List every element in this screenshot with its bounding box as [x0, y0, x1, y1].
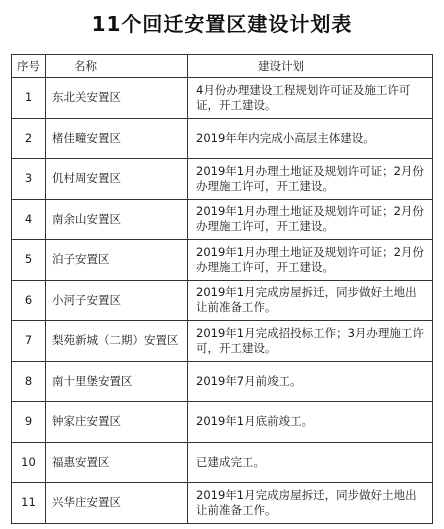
row-name: 南余山安置区: [46, 199, 188, 240]
header-seq: 序号: [12, 55, 46, 78]
row-plan: 4月份办理建设工程规划许可证及施工许可证，开工建设。: [188, 78, 433, 119]
row-seq: 6: [12, 280, 46, 321]
construction-plan-table: [11, 54, 433, 524]
header-plan: 建设计划: [188, 55, 433, 78]
header-name: 名称: [46, 55, 188, 78]
table-row: [12, 402, 433, 443]
row-plan: 2019年1月办理土地证及规划许可证；2月份办理施工许可，开工建设。: [188, 159, 433, 200]
row-plan: 2019年1月完成招投标工作；3月办理施工许可，开工建设。: [188, 321, 433, 362]
row-seq: 9: [12, 402, 46, 443]
row-name: 福惠安置区: [46, 442, 188, 483]
table-row: [12, 361, 433, 402]
row-seq: 2: [12, 118, 46, 159]
row-plan: 2019年7月前竣工。: [188, 361, 433, 402]
table-row: [12, 159, 433, 200]
row-name: 东北关安置区: [46, 78, 188, 119]
table-row: [12, 280, 433, 321]
row-name: 仉村周安置区: [46, 159, 188, 200]
row-plan: 2019年1月完成房屋拆迁，同步做好土地出让前准备工作。: [188, 280, 433, 321]
row-name: 南十里堡安置区: [46, 361, 188, 402]
row-seq: 7: [12, 321, 46, 362]
row-plan: 2019年年内完成小高层主体建设。: [188, 118, 433, 159]
row-seq: 5: [12, 240, 46, 281]
table-row: [12, 118, 433, 159]
table-row: [12, 240, 433, 281]
row-name: 兴华庄安置区: [46, 483, 188, 524]
table-row: [12, 442, 433, 483]
document-title: 11个回迁安置区建设计划表: [91, 12, 353, 36]
row-seq: 3: [12, 159, 46, 200]
row-seq: 4: [12, 199, 46, 240]
row-name: 梨苑新城（二期）安置区: [46, 321, 188, 362]
row-name: 小河子安置区: [46, 280, 188, 321]
table-row: [12, 199, 433, 240]
row-name: 钟家庄安置区: [46, 402, 188, 443]
row-plan: 2019年1月完成房屋拆迁，同步做好土地出让前准备工作。: [188, 483, 433, 524]
row-seq: 11: [12, 483, 46, 524]
row-seq: 8: [12, 361, 46, 402]
row-plan: 2019年1月底前竣工。: [188, 402, 433, 443]
row-seq: 1: [12, 78, 46, 119]
row-seq: 10: [12, 442, 46, 483]
row-name: 楮佳疃安置区: [46, 118, 188, 159]
row-name: 泊子安置区: [46, 240, 188, 281]
row-plan: 2019年1月办理土地证及规划许可证；2月份办理施工许可，开工建设。: [188, 199, 433, 240]
table-row: [12, 321, 433, 362]
table-row: [12, 483, 433, 524]
table-row: [12, 78, 433, 119]
row-plan: 已建成完工。: [188, 442, 433, 483]
row-plan: 2019年1月办理土地证及规划许可证；2月份办理施工许可，开工建设。: [188, 240, 433, 281]
table-header-row: [12, 55, 433, 78]
